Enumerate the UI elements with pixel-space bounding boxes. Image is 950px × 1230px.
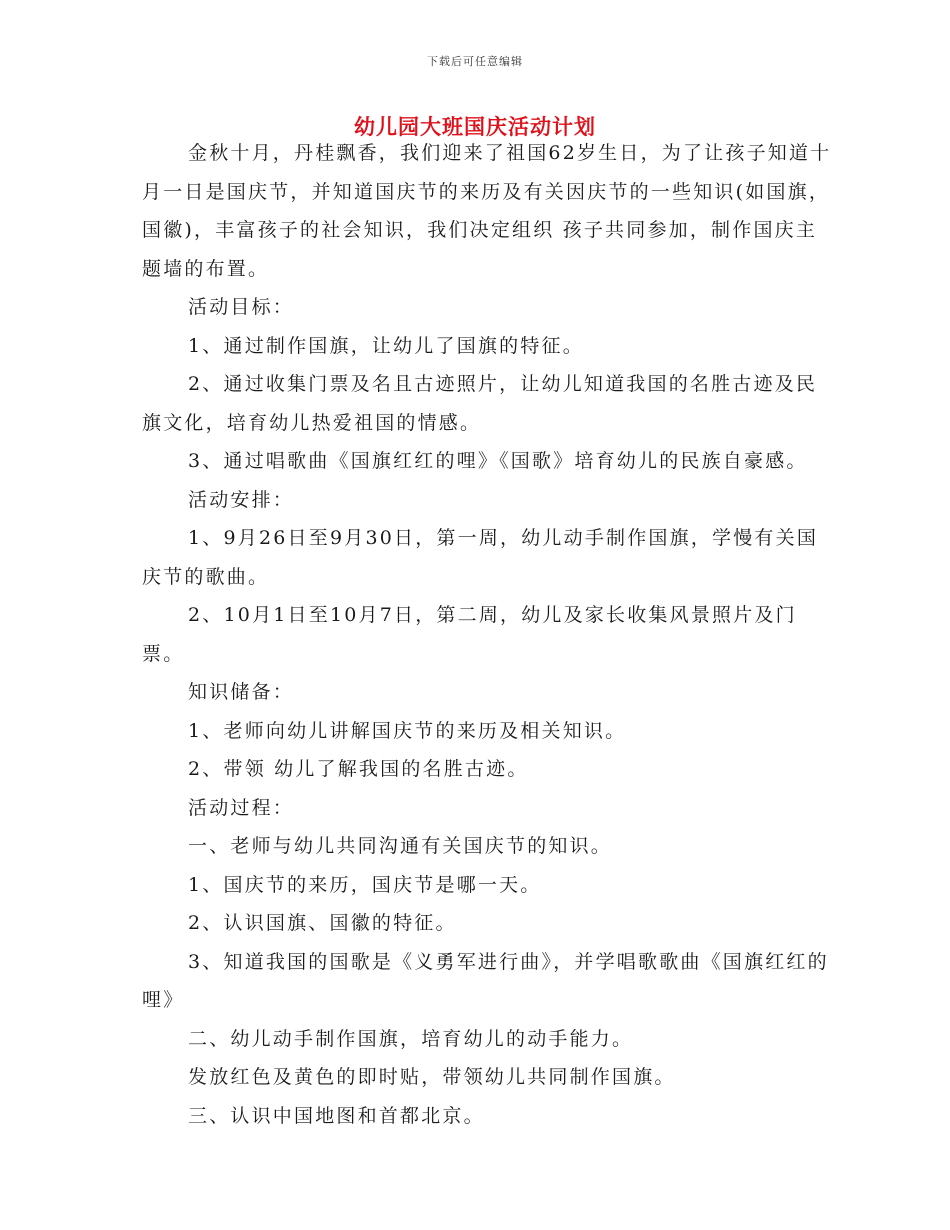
paragraph-knowledge-heading: 知识储备： <box>188 681 295 703</box>
paragraph-goal-2: 2、通过收集门票及名且古迹照片，让幼儿知道我国的名胜古迹及民旗文化，培育幼儿热爱祖国的情感。 <box>142 373 818 434</box>
paragraph-process-part-2: 二、幼儿动手制作国旗，培育幼儿的动手能力。 <box>188 1027 634 1050</box>
paragraph-schedule-heading: 活动安排： <box>188 488 295 511</box>
paragraph-goals-heading: 活动目标： <box>188 296 295 318</box>
paragraph-knowledge-2: 2、带领 幼儿了解我国的名胜古迹。 <box>188 758 529 780</box>
paragraph-process-item-1: 1、国庆节的来历，国庆节是哪一天。 <box>188 873 542 896</box>
paragraph-schedule-2: 2、10月1日至10月7日，第二周，幼儿及家长收集风景照片及门票。 <box>142 604 797 665</box>
paragraph-goal-1: 1、通过制作国旗，让幼儿了国旗的特征。 <box>188 334 584 357</box>
paragraph-process-item-2: 2、认识国旗、国徽的特征。 <box>188 912 457 934</box>
paragraph-process-part-2-detail: 发放红色及黄色的即时贴，带领幼儿共同制作国旗。 <box>188 1066 676 1088</box>
paragraph-schedule-1: 1、9月26日至9月30日，第一周，幼儿动手制作国旗，学慢有关国庆节的歌曲。 <box>142 527 819 588</box>
paragraph-process-part-1: 一、老师与幼儿共同沟通有关国庆节的知识。 <box>188 835 613 857</box>
paragraph-process-item-3: 3、知道我国的国歌是《义勇军进行曲》，并学唱歌歌曲《国旗红红的哩》 <box>142 950 829 1011</box>
paragraph-knowledge-1: 1、老师向幼儿讲解国庆节的来历及相关知识。 <box>188 719 627 742</box>
paragraph-process-heading: 活动过程： <box>188 796 295 819</box>
paragraph-intro: 金秋十月，丹桂飘香，我们迎来了祖国62岁生日，为了让孩子知道十月一日是国庆节，并知道国庆节的来历及有关因庆节的一些知识(如国旗，国徽)，丰富孩子的社会知识，我们决定组织 孩子共同参加，制作国庆主题墙的布置。 <box>142 142 832 280</box>
header-note: 下载后可任意编辑 <box>427 55 523 68</box>
document-title: 幼儿园大班国庆活动计划 <box>354 114 596 139</box>
paragraph-goal-3: 3、通过唱歌曲《国旗红红的哩》《国歌》培育幼儿的民族自豪感。 <box>188 450 808 472</box>
paragraph-process-part-3: 三、认识中国地图和首都北京。 <box>188 1104 485 1127</box>
document-body <box>142 134 832 1135</box>
